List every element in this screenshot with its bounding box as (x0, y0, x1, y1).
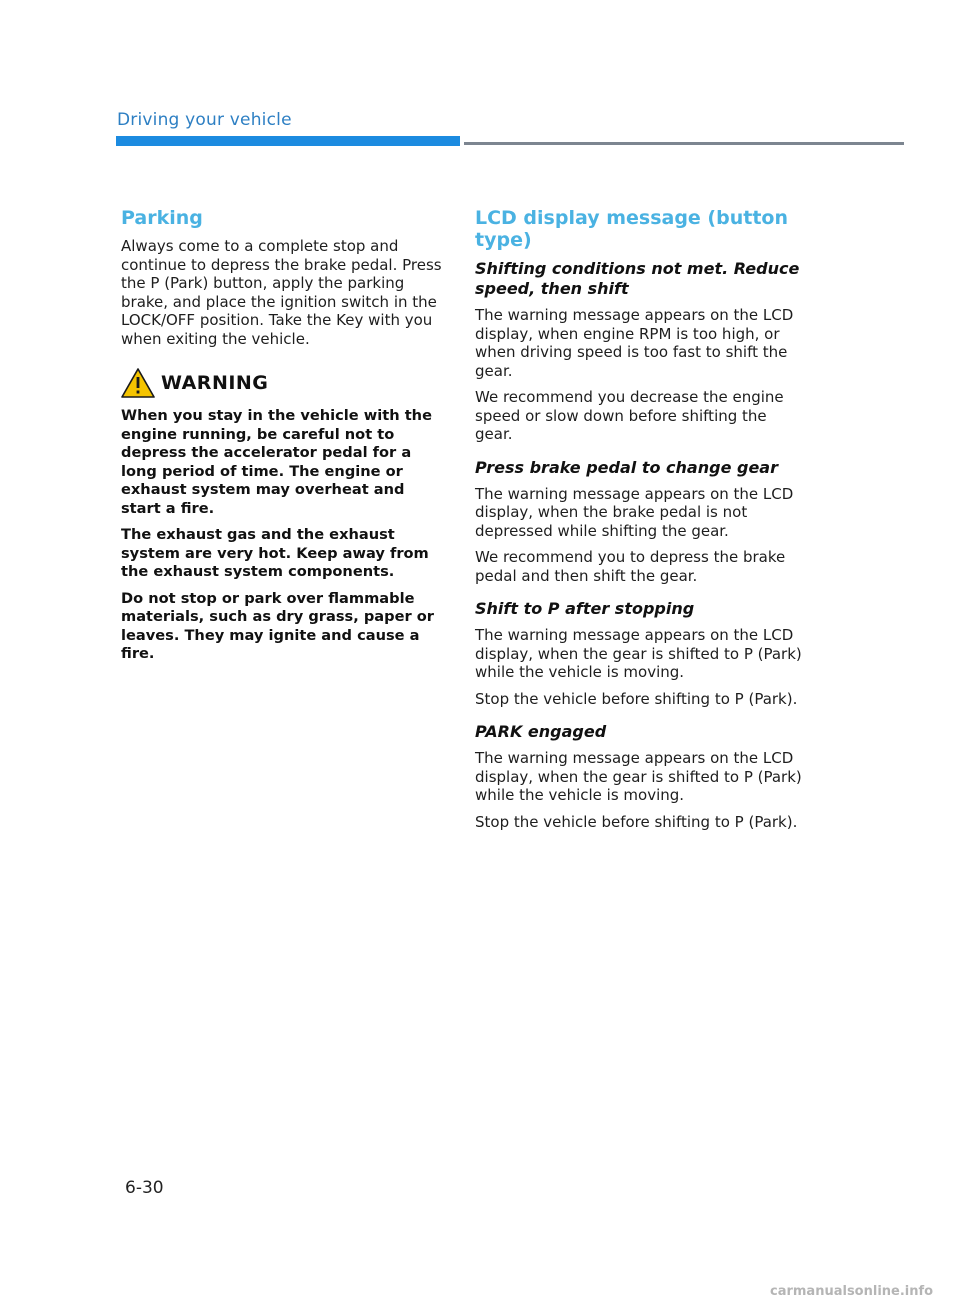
body-paragraph: We recommend you decrease the engine speed or slow down before shifting the gear. (475, 388, 784, 443)
warning-paragraph: The exhaust gas and the exhaust system are very hot. Keep away from the exhaust system components. (121, 526, 429, 580)
warning-paragraph: Do not stop or park over flammable materials, such as dry grass, paper or leaves. They may ignite and cause a fire. (121, 589, 434, 662)
watermark: carmanualsonline.info (770, 1284, 934, 1299)
chapter-title: Driving your vehicle (117, 110, 292, 130)
body-paragraph: Stop the vehicle before shifting to P (Park). (475, 689, 798, 708)
subsection-heading: Press brake pedal to change gear (475, 457, 778, 477)
lcd-heading: LCD display message (button type) (475, 207, 788, 251)
warning-label: WARNING (161, 372, 269, 394)
header-rule (464, 142, 904, 145)
body-paragraph: The warning message appears on the LCD display, when engine RPM is too high, or when driving speed is too fast to shift the gear. (475, 306, 794, 380)
subsection-heading: Shift to P after stopping (475, 599, 695, 618)
parking-heading: Parking (121, 207, 203, 229)
right-column (475, 207, 805, 839)
header-accent-bar (116, 136, 460, 146)
subsection-heading: PARK engaged (475, 722, 607, 741)
warning-paragraph: When you stay in the vehicle with the engine running, be careful not to depress the accelerator pedal for a long period of time. The engine or exhaust system may overheat and start a fire. (121, 407, 432, 517)
body-paragraph: The warning message appears on the LCD display, when the gear is shifted to P (Park) while the vehicle is moving. (475, 749, 802, 804)
body-paragraph: Stop the vehicle before shifting to P (Park). (475, 812, 798, 831)
parking-text: Always come to a complete stop and continue to depress the brake pedal. Press the P (Park) button, apply the parking brake, and place the ignition switch in the LOCK/OFF position. Take the Key with you when exiting the vehicle. (121, 237, 442, 348)
left-column (121, 207, 446, 672)
subsection-heading: Shifting conditions not met. Reduce speed, then shift (475, 259, 800, 298)
body-paragraph: The warning message appears on the LCD display, when the gear is shifted to P (Park) while the vehicle is moving. (475, 626, 802, 681)
page-number: 6-30 (125, 1178, 164, 1198)
body-paragraph: We recommend you to depress the brake pedal and then shift the gear. (475, 548, 786, 585)
warning-header (121, 368, 446, 398)
body-paragraph: The warning message appears on the LCD display, when the brake pedal is not depressed while shifting the gear. (475, 484, 794, 540)
warning-triangle-icon (121, 368, 155, 398)
